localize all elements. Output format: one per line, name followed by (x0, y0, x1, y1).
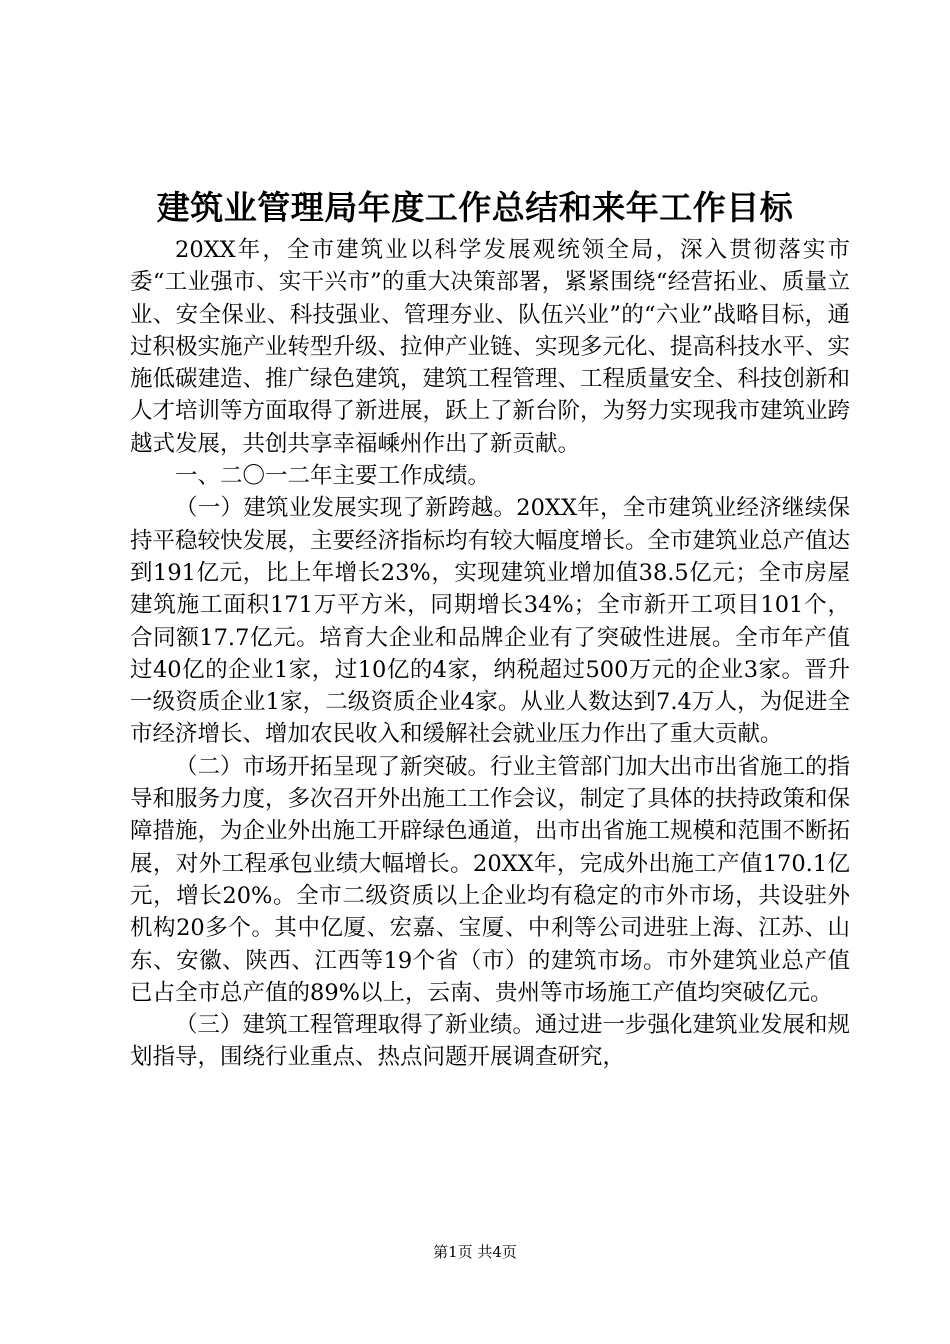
paragraph-item-1: （一）建筑业发展实现了新跨越。20XX年，全市建筑业经济继续保持平稳较快发展，主要经济指标均有较大幅度增长。全市建筑业总产值达到191亿元，比上年增长23%，实现建筑业增加值38.5亿元；全市房屋建筑施工面积171万平方米，同期增长34%；全市新开工项目101个，合同额17.7亿元。培育大企业和品牌企业有了突破性进展。全市年产值过40亿的企业1家，过10亿的4家，纳税超过500万元的企业3家。晋升一级资质企业1家，二级资质企业4家。从业人数达到7.4万人，为促进全市经济增长、增加农民收入和缓解社会就业压力作出了重大贡献。 (130, 495, 851, 748)
paragraph-item-3: （三）建筑工程管理取得了新业绩。通过进一步强化建筑业发展和规划指导，围绕行业重点、热点问题开展调查研究， (130, 1012, 851, 1071)
paragraph-intro: 20XX年，全市建筑业以科学发展观统领全局，深入贯彻落实市委“工业强市、实干兴市”的重大决策部署，紧紧围绕“经营拓业、质量立业、安全保业、科技强业、管理夯业、队伍兴业”的“六业”战略目标，通过积极实施产业转型升级、拉伸产业链、实现多元化、提高科技水平、实施低碳建造、推广绿色建筑，建筑工程管理、工程质量安全、科技创新和人才培训等方面取得了新进展，跃上了新台阶，为努力实现我市建筑业跨越式发展，共创共享幸福嵊州作出了新贡献。 (130, 237, 851, 457)
paragraph-item-2: （二）市场开拓呈现了新突破。行业主管部门加大出市出省施工的指导和服务力度，多次召开外出施工工作会议，制定了具体的扶持政策和保障措施，为企业外出施工开辟绿色通道，出市出省施工规模和范围不断拓展，对外工程承包业绩大幅增长。20XX年，完成外出施工产值170.1亿元，增长20%。全市二级资质以上企业均有稳定的市外市场，共设驻外机构20多个。其中亿厦、宏嘉、宝厦、中利等公司进驻上海、江苏、山东、安徽、陕西、江西等19个省（市）的建筑市场。市外建筑业总产值已占全市总产值的89%以上，云南、贵州等市场施工产值均突破亿元。 (130, 753, 851, 1006)
document-body (130, 234, 850, 1074)
paragraph-section-heading: 一、二〇一二年主要工作成绩。 (175, 463, 491, 490)
document-title: 建筑业管理局年度工作总结和来年工作目标 (156, 188, 794, 227)
page-footer: 第1页 共4页 (433, 1243, 517, 1261)
